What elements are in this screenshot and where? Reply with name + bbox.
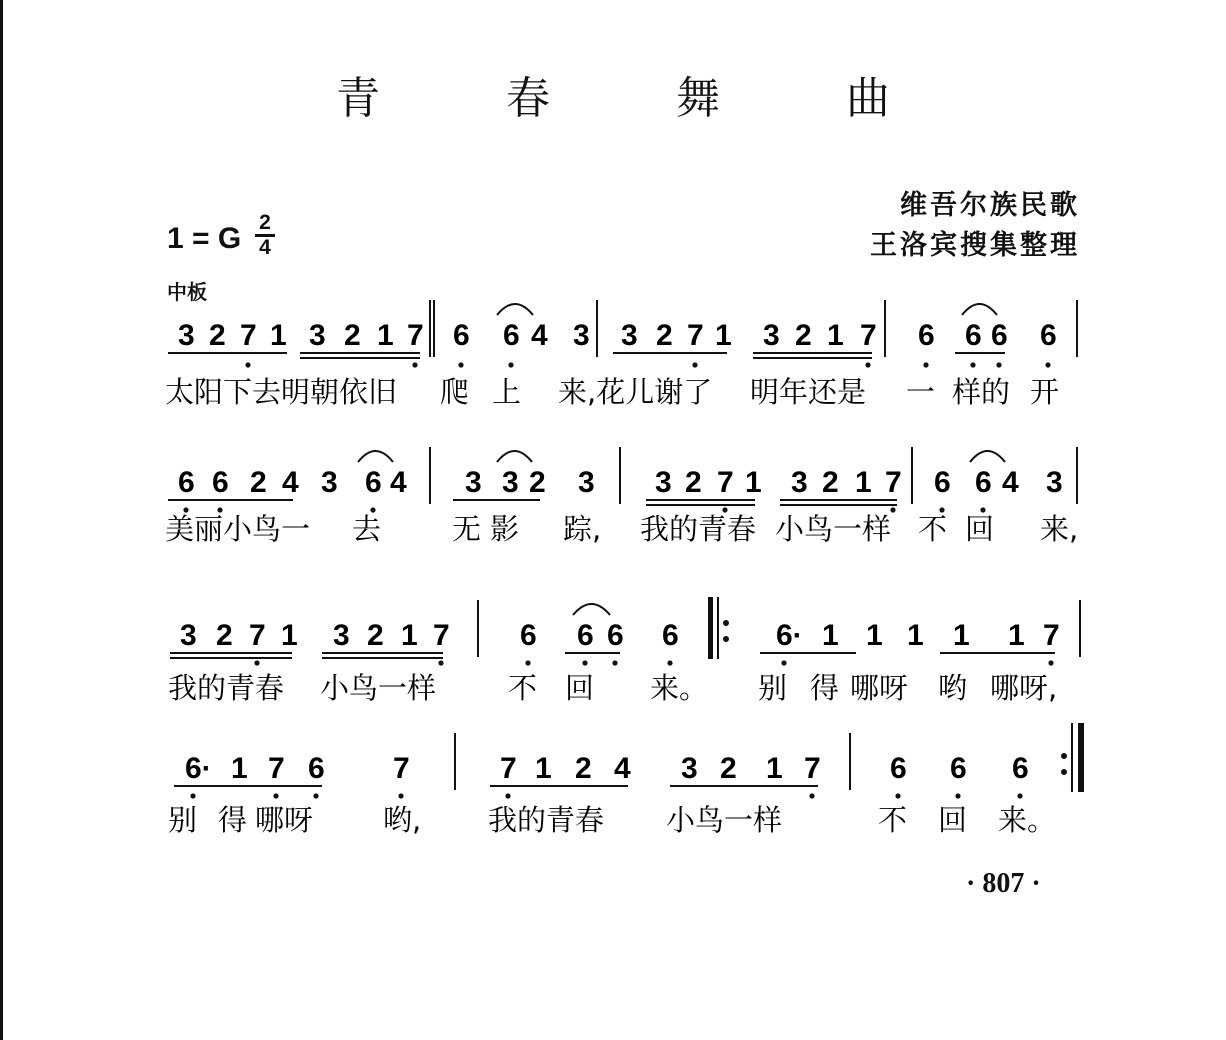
note: 1 — [535, 752, 552, 785]
note: 7 — [687, 319, 704, 352]
note: 3 — [180, 619, 197, 652]
collector-credit: 王洛宾搜集整理 — [870, 230, 1080, 261]
note: 2 — [685, 466, 702, 499]
note: 3 — [502, 466, 519, 499]
note: 6 — [934, 466, 951, 499]
slur — [573, 604, 610, 615]
time-signature-bottom: 4 — [259, 236, 271, 259]
lyric: 回 — [565, 671, 595, 705]
lyric: 小鸟一样 — [775, 512, 892, 546]
tempo-marking: 中板 — [167, 280, 207, 304]
lyric: 来,花儿谢了 — [558, 375, 713, 409]
lyric: 来。 — [998, 803, 1057, 837]
lyric: 我的青春 — [488, 803, 605, 837]
octave-dot — [895, 793, 900, 798]
note: 3 — [333, 619, 350, 652]
note: 1 — [281, 619, 298, 652]
lyric: 我的青春 — [168, 671, 285, 705]
lyric: 明年还是 — [750, 375, 867, 409]
note: 6 — [212, 466, 229, 499]
octave-dot — [612, 660, 617, 665]
note: 6 — [453, 319, 470, 352]
note: 6 — [975, 466, 992, 499]
note: 3 — [573, 319, 590, 352]
note: 7 — [433, 619, 450, 652]
note: 1 — [866, 619, 883, 652]
note: 6 — [662, 619, 679, 652]
note: 2 — [216, 619, 233, 652]
lyric: 哪呀 — [850, 671, 909, 705]
octave-dot — [865, 362, 870, 367]
note: 3 — [791, 466, 808, 499]
lyric: 爬 — [440, 375, 470, 409]
octave-dot — [996, 362, 1001, 367]
lyric: 踪, — [563, 512, 602, 546]
note: 6 — [607, 619, 624, 652]
note: 1 — [907, 619, 924, 652]
lyric: 回 — [965, 512, 995, 546]
note: 7 — [393, 752, 410, 785]
note: 1 — [827, 319, 844, 352]
lyric: 上 — [492, 375, 522, 409]
lyric: 来, — [1040, 512, 1079, 546]
note: 6 — [918, 319, 935, 352]
note: 4 — [282, 466, 299, 499]
slur — [962, 304, 997, 315]
octave-dot — [781, 660, 786, 665]
octave-dot — [1017, 793, 1022, 798]
note: 6 — [1040, 319, 1057, 352]
octave-dot — [667, 660, 672, 665]
octave-dot — [245, 362, 250, 367]
note: 1 — [953, 619, 970, 652]
note: 1 — [822, 619, 839, 652]
note: 3 — [1046, 466, 1063, 499]
note: 7 — [1043, 619, 1060, 652]
note: 6 — [365, 466, 382, 499]
octave-dot — [890, 507, 895, 512]
note: 3 — [309, 319, 326, 352]
octave-dot — [313, 793, 318, 798]
note: 3 — [681, 752, 698, 785]
page-number: · 807 · — [966, 868, 1041, 899]
lyric: 小鸟一样 — [320, 671, 437, 705]
note: 7 — [240, 319, 257, 352]
note: 1 — [401, 619, 418, 652]
note: 7 — [407, 319, 424, 352]
time-signature-top: 2 — [259, 211, 271, 234]
note: 1 — [377, 319, 394, 352]
octave-dot — [955, 793, 960, 798]
slur — [497, 451, 532, 462]
lyric: 回 — [938, 803, 968, 837]
note: 2 — [656, 319, 673, 352]
note: 4 — [1002, 466, 1019, 499]
note: 6· — [776, 619, 803, 652]
note: 1 — [766, 752, 783, 785]
lyric: 样的 — [952, 375, 1011, 409]
lyric: 无 — [452, 512, 482, 546]
octave-dot — [525, 660, 530, 665]
note: 1 — [1008, 619, 1025, 652]
note: 6 — [1012, 752, 1029, 785]
note: 2 — [209, 319, 226, 352]
note: 7 — [860, 319, 877, 352]
octave-dot — [692, 362, 697, 367]
repeat-dot — [723, 636, 729, 642]
lyric: 别 — [168, 803, 198, 837]
note: 2 — [795, 319, 812, 352]
note: 6 — [965, 319, 982, 352]
note: 1 — [855, 466, 872, 499]
octave-dot — [412, 362, 417, 367]
note: 7 — [249, 619, 266, 652]
note: 7 — [500, 752, 517, 785]
note: 2 — [575, 752, 592, 785]
note: 6 — [577, 619, 594, 652]
lyric: 得 — [810, 671, 840, 705]
note: 2 — [720, 752, 737, 785]
octave-dot — [398, 793, 403, 798]
note: 2 — [367, 619, 384, 652]
lyric: 一 — [906, 375, 936, 409]
lyric: 去 — [352, 512, 382, 546]
slur — [358, 451, 393, 462]
lyric: 哪呀, — [990, 671, 1058, 705]
note: 6 — [520, 619, 537, 652]
octave-dot — [254, 660, 259, 665]
lyric: 太阳下去明朝依旧 — [165, 375, 398, 409]
lyric: 来。 — [650, 671, 709, 705]
note: 1 — [270, 319, 287, 352]
octave-dot — [582, 660, 587, 665]
note: 6 — [890, 752, 907, 785]
note: 6 — [308, 752, 325, 785]
lyric: 小鸟一样 — [666, 803, 783, 837]
note: 6 — [503, 319, 520, 352]
lyric: 哪呀 — [255, 803, 314, 837]
note: 7 — [885, 466, 902, 499]
note: 6 — [991, 319, 1008, 352]
octave-dot — [1045, 362, 1050, 367]
octave-dot — [508, 362, 513, 367]
note: 4 — [531, 319, 548, 352]
lyric: 美丽小鸟一 — [165, 512, 311, 546]
lyric: 不 — [918, 512, 948, 546]
slur — [970, 451, 1005, 462]
note: 2 — [344, 319, 361, 352]
repeat-dot — [1061, 753, 1067, 759]
octave-dot — [1048, 660, 1053, 665]
note: 4 — [614, 752, 631, 785]
octave-dot — [970, 362, 975, 367]
octave-dot — [438, 660, 443, 665]
lyric: 哟, — [383, 803, 422, 837]
note: 7 — [717, 466, 734, 499]
note: 3 — [465, 466, 482, 499]
lyric: 不 — [878, 803, 908, 837]
lyric: 不 — [508, 671, 538, 705]
octave-dot — [505, 793, 510, 798]
repeat-bar-thick — [708, 597, 713, 659]
note: 3 — [321, 466, 338, 499]
repeat-bar-thick — [1078, 723, 1084, 792]
note: 4 — [390, 466, 407, 499]
octave-dot — [923, 362, 928, 367]
note: 3 — [578, 466, 595, 499]
lyric: 开 — [1030, 375, 1060, 409]
note: 7 — [804, 752, 821, 785]
note: 3 — [763, 319, 780, 352]
octave-dot — [458, 362, 463, 367]
octave-dot — [809, 793, 814, 798]
slur — [497, 304, 533, 315]
note: 3 — [178, 319, 195, 352]
note: 1 — [745, 466, 762, 499]
lyric: 我的青春 — [640, 512, 757, 546]
note: 7 — [268, 752, 285, 785]
lyric: 影 — [490, 512, 520, 546]
lyric: 别 — [758, 671, 788, 705]
song-title: 青 春 舞 曲 — [336, 73, 946, 124]
origin-credit: 维吾尔族民歌 — [900, 190, 1080, 221]
lyric: 得 — [218, 803, 248, 837]
repeat-dot — [1061, 769, 1067, 775]
lyric: 哟 — [938, 671, 968, 705]
note: 6· — [185, 752, 212, 785]
note: 2 — [250, 466, 267, 499]
repeat-dot — [723, 620, 729, 626]
note: 6 — [950, 752, 967, 785]
octave-dot — [190, 793, 195, 798]
note: 1 — [231, 752, 248, 785]
note: 1 — [715, 319, 732, 352]
key-signature: 1 = G — [167, 222, 242, 255]
note: 2 — [822, 466, 839, 499]
note: 3 — [655, 466, 672, 499]
note: 3 — [621, 319, 638, 352]
note: 6 — [178, 466, 195, 499]
octave-dot — [273, 793, 278, 798]
note: 2 — [529, 466, 546, 499]
